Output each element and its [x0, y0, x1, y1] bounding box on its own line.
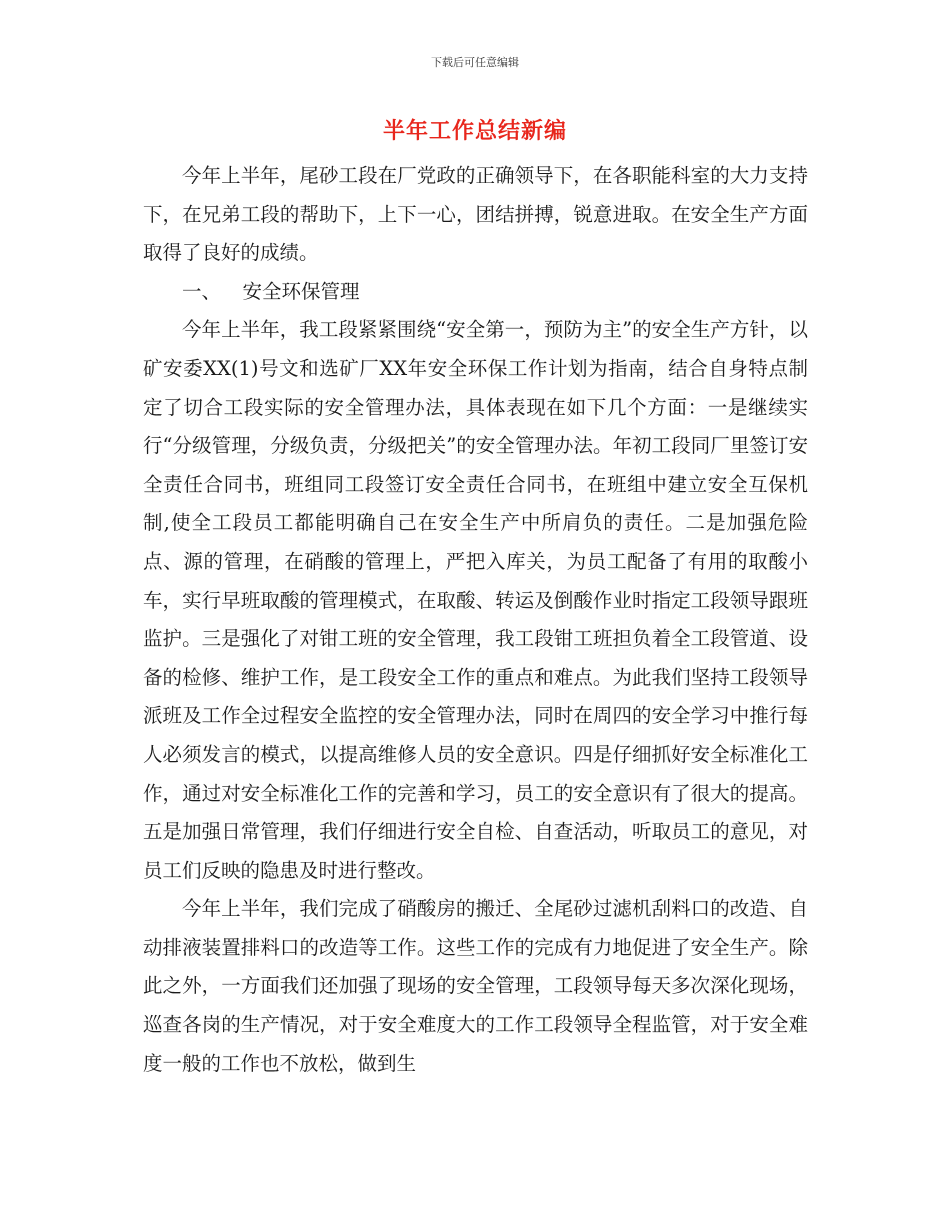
page-header: 下载后可任意编辑 — [431, 56, 519, 69]
section-heading — [143, 273, 808, 312]
document-title: 半年工作总结新编 — [382, 119, 567, 144]
document-body — [143, 157, 808, 1083]
paragraph-intro: 今年上半年，尾砂工段在厂党政的正确领导下，在各职能科室的大力支持下，在兄弟工段的帮助下，上下一心，团结拼搏，锐意进取。在安全生产方面取得了良好的成绩。 — [143, 164, 808, 265]
paragraph-works: 今年上半年，我们完成了硝酸房的搬迁、全尾砂过滤机刮料口的改造、自动排液装置排料口的改造等工作。这些工作的完成有力地促进了安全生产。除此之外，一方面我们还加强了现场的安全管理，工段领导每天多次深化现场，巡查各岗的生产情况，对于安全难度大的工作工段领导全程监管，对于安全难度一般的工作也不放松，做到生 — [143, 897, 808, 1075]
section-title: 安全环保管理 — [242, 279, 360, 303]
section-number: 一、 — [182, 279, 222, 303]
paragraph-safety: 今年上半年，我工段紧紧围绕“安全第一，预防为主”的安全生产方针，以矿安委XX(1)号文和选矿厂XX年安全环保工作计划为指南，结合自身特点制定了切合工段实际的安全管理办法，具体表现在如下几个方面：一是继续实行“分级管理，分级负责，分级把关”的安全管理办法。年初工段同厂里签订安全责任合同书，班组同工段签订安全责任合同书，在班组中建立安全互保机制,使全工段员工都能明确自己在安全生产中所肩负的责任。二是加强危险点、源的管理，在硝酸的管理上，严把入库关，为员工配备了有用的取酸小车，实行早班取酸的管理模式，在取酸、转运及倒酸作业时指定工段领导跟班监护。三是强化了对钳工班的安全管理，我工段钳工班担负着全工段管道、设备的检修、维护工作，是工段安全工作的重点和难点。为此我们坚持工段领导派班及工作全过程安全监控的安全管理办法，同时在周四的安全学习中推行每人必须发言的模式，以提高维修人员的安全意识。四是仔细抓好安全标准化工作，通过对安全标准化工作的完善和学习，员工的安全意识有了很大的提高。五是加强日常管理，我们仔细进行安全自检、自查活动，听取员工的意见，对员工们反映的隐患及时进行整改。 — [143, 318, 808, 882]
